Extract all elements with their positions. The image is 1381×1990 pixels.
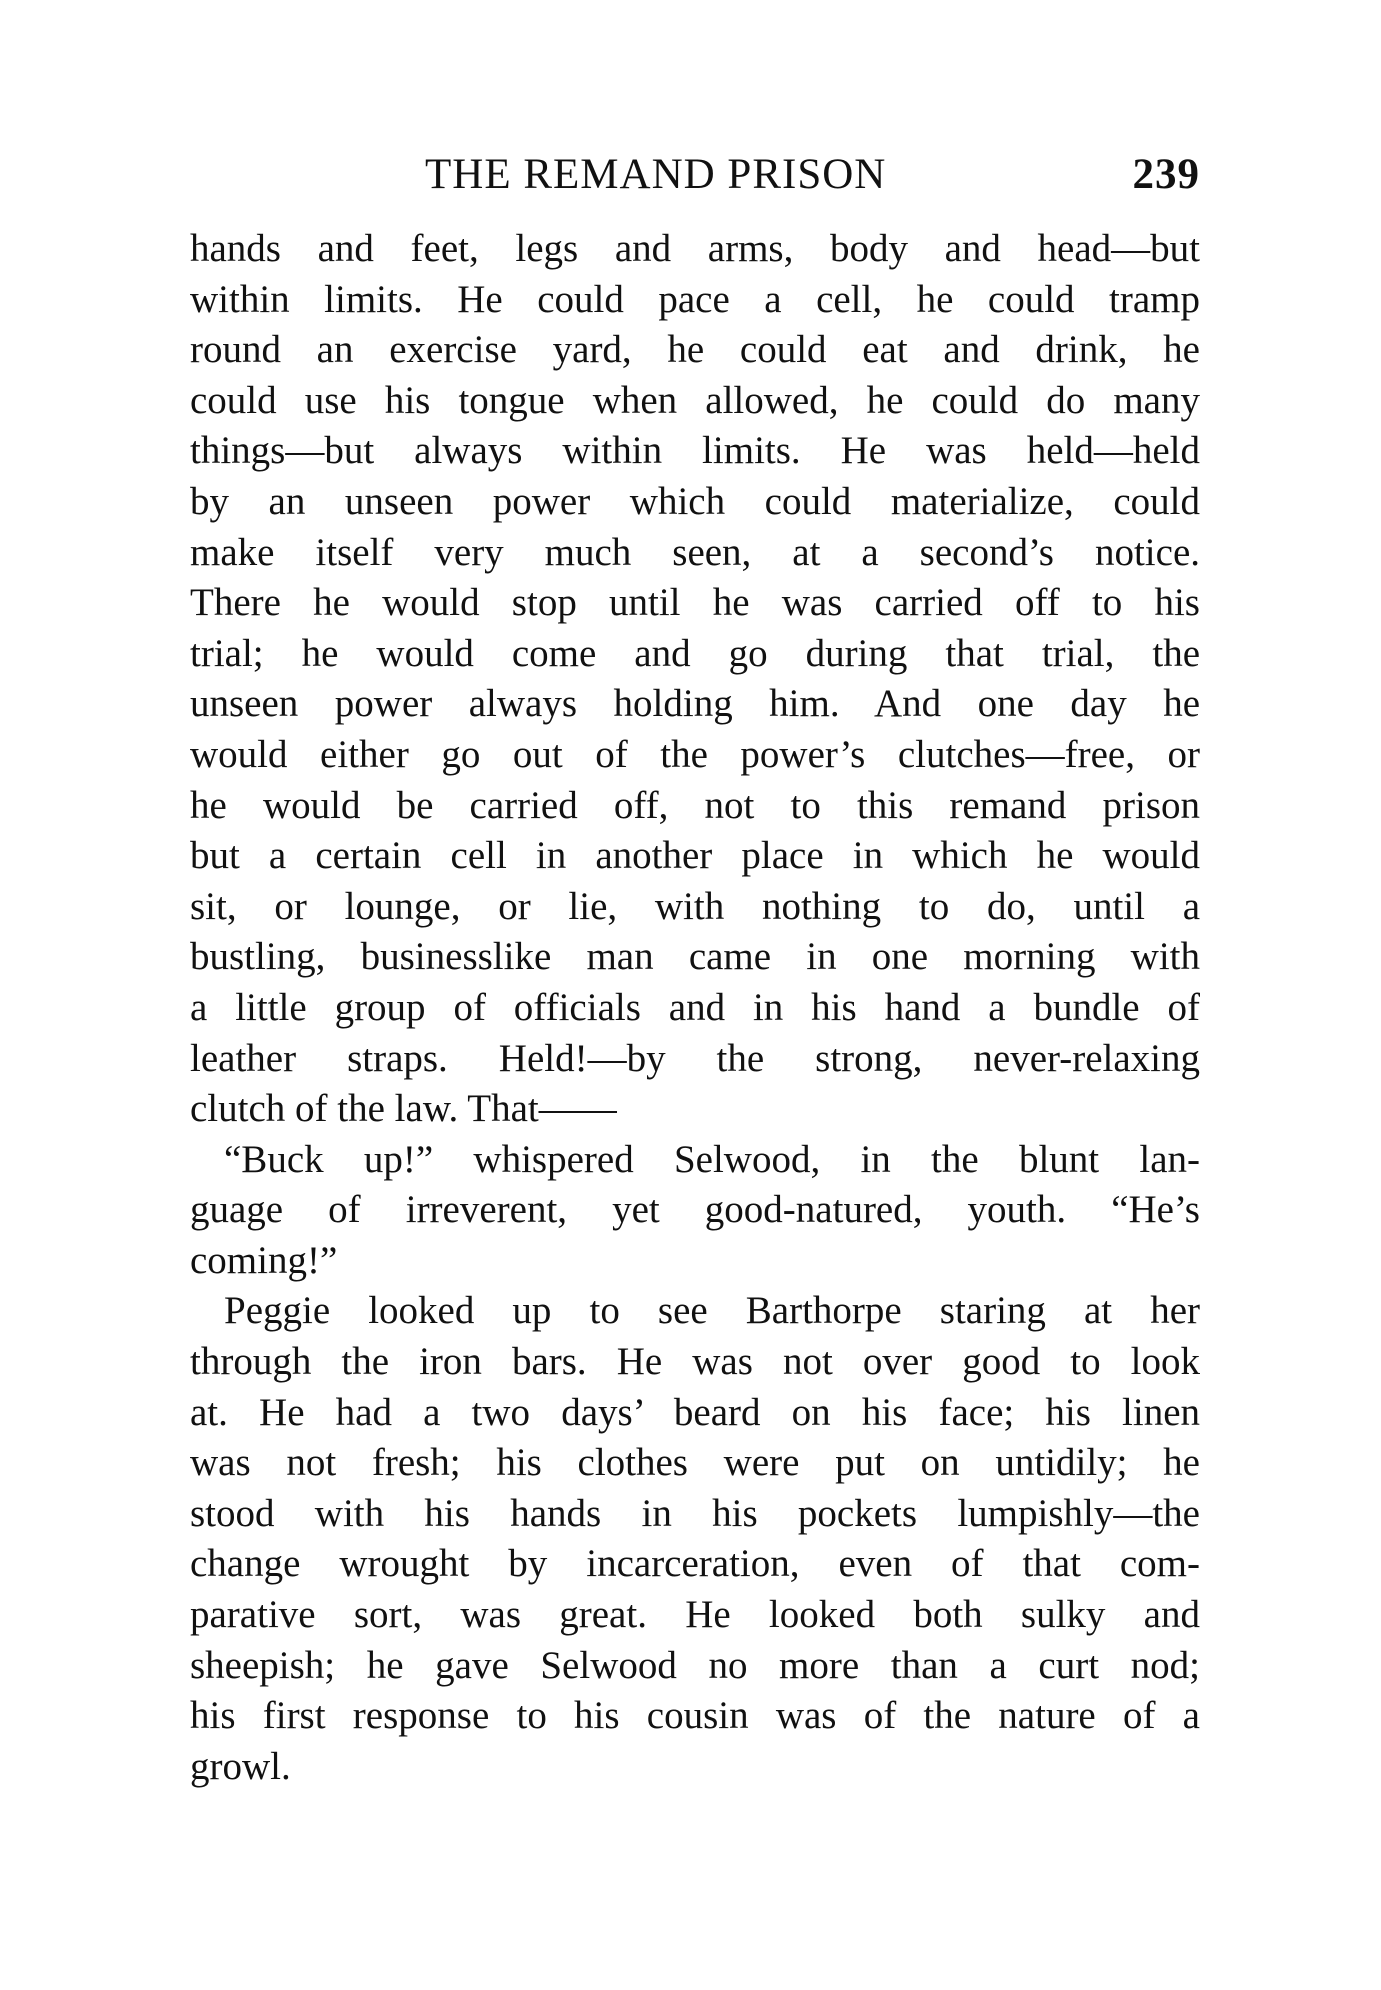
text-line: leather straps. Held!—by the strong, never-relaxing <box>190 1036 1200 1080</box>
text-line: would either go out of the power’s clutches—free, or <box>190 732 1200 776</box>
text-line: sheepish; he gave Selwood no more than a curt nod; <box>190 1643 1200 1687</box>
running-head-title: THE REMAND PRISON <box>425 151 887 198</box>
text-line: clutch of the law. That—— <box>190 1087 617 1131</box>
text-line: “Buck up!” whispered Selwood, in the blunt lan- <box>224 1137 1200 1181</box>
text-line: stood with his hands in his pockets lumpishly—the <box>190 1491 1200 1535</box>
text-line: change wrought by incarceration, even of that com- <box>190 1542 1200 1586</box>
text-line: his first response to his cousin was of the nature of a <box>190 1694 1200 1738</box>
paragraph <box>190 224 1200 1135</box>
text-line: at. He had a two days’ beard on his face; his linen <box>190 1390 1200 1434</box>
text-line: within limits. He could pace a cell, he could tramp <box>190 277 1200 321</box>
text-line: was not fresh; his clothes were put on untidily; he <box>190 1441 1200 1485</box>
body-text <box>190 224 1200 1792</box>
text-line: guage of irreverent, yet good-natured, youth. “He’s <box>190 1188 1200 1232</box>
paragraph <box>190 1135 1200 1287</box>
text-line: hands and feet, legs and arms, body and head—but <box>190 227 1200 270</box>
text-line: growl. <box>190 1744 291 1788</box>
text-line: things—but always within limits. He was held—held <box>190 429 1200 473</box>
page-number: 239 <box>1132 151 1200 198</box>
text-line: round an exercise yard, he could eat and drink, he <box>190 328 1200 372</box>
text-line: make itself very much seen, at a second’s notice. <box>190 530 1200 574</box>
text-line: parative sort, was great. He looked both sulky and <box>190 1593 1200 1637</box>
text-line: unseen power always holding him. And one day he <box>190 682 1200 726</box>
text-line: trial; he would come and go during that trial, the <box>190 631 1200 675</box>
text-line: bustling, businesslike man came in one morning with <box>190 935 1200 979</box>
text-line: by an unseen power which could materialize, could <box>190 479 1200 523</box>
text-line: could use his tongue when allowed, he could do many <box>190 378 1200 422</box>
text-line: a little group of officials and in his hand a bundle of <box>190 985 1200 1029</box>
paragraph <box>190 1286 1200 1792</box>
text-line: There he would stop until he was carried off to his <box>190 581 1200 625</box>
text-line: through the iron bars. He was not over good to look <box>190 1340 1200 1384</box>
text-line: but a certain cell in another place in which he would <box>190 834 1200 878</box>
text-line: coming!” <box>190 1238 338 1282</box>
text-line: he would be carried off, not to this remand prison <box>190 783 1200 827</box>
text-line: sit, or lounge, or lie, with nothing to do, until a <box>190 884 1200 928</box>
text-line: Peggie looked up to see Barthorpe staring at her <box>224 1289 1200 1333</box>
running-head <box>190 150 1200 210</box>
